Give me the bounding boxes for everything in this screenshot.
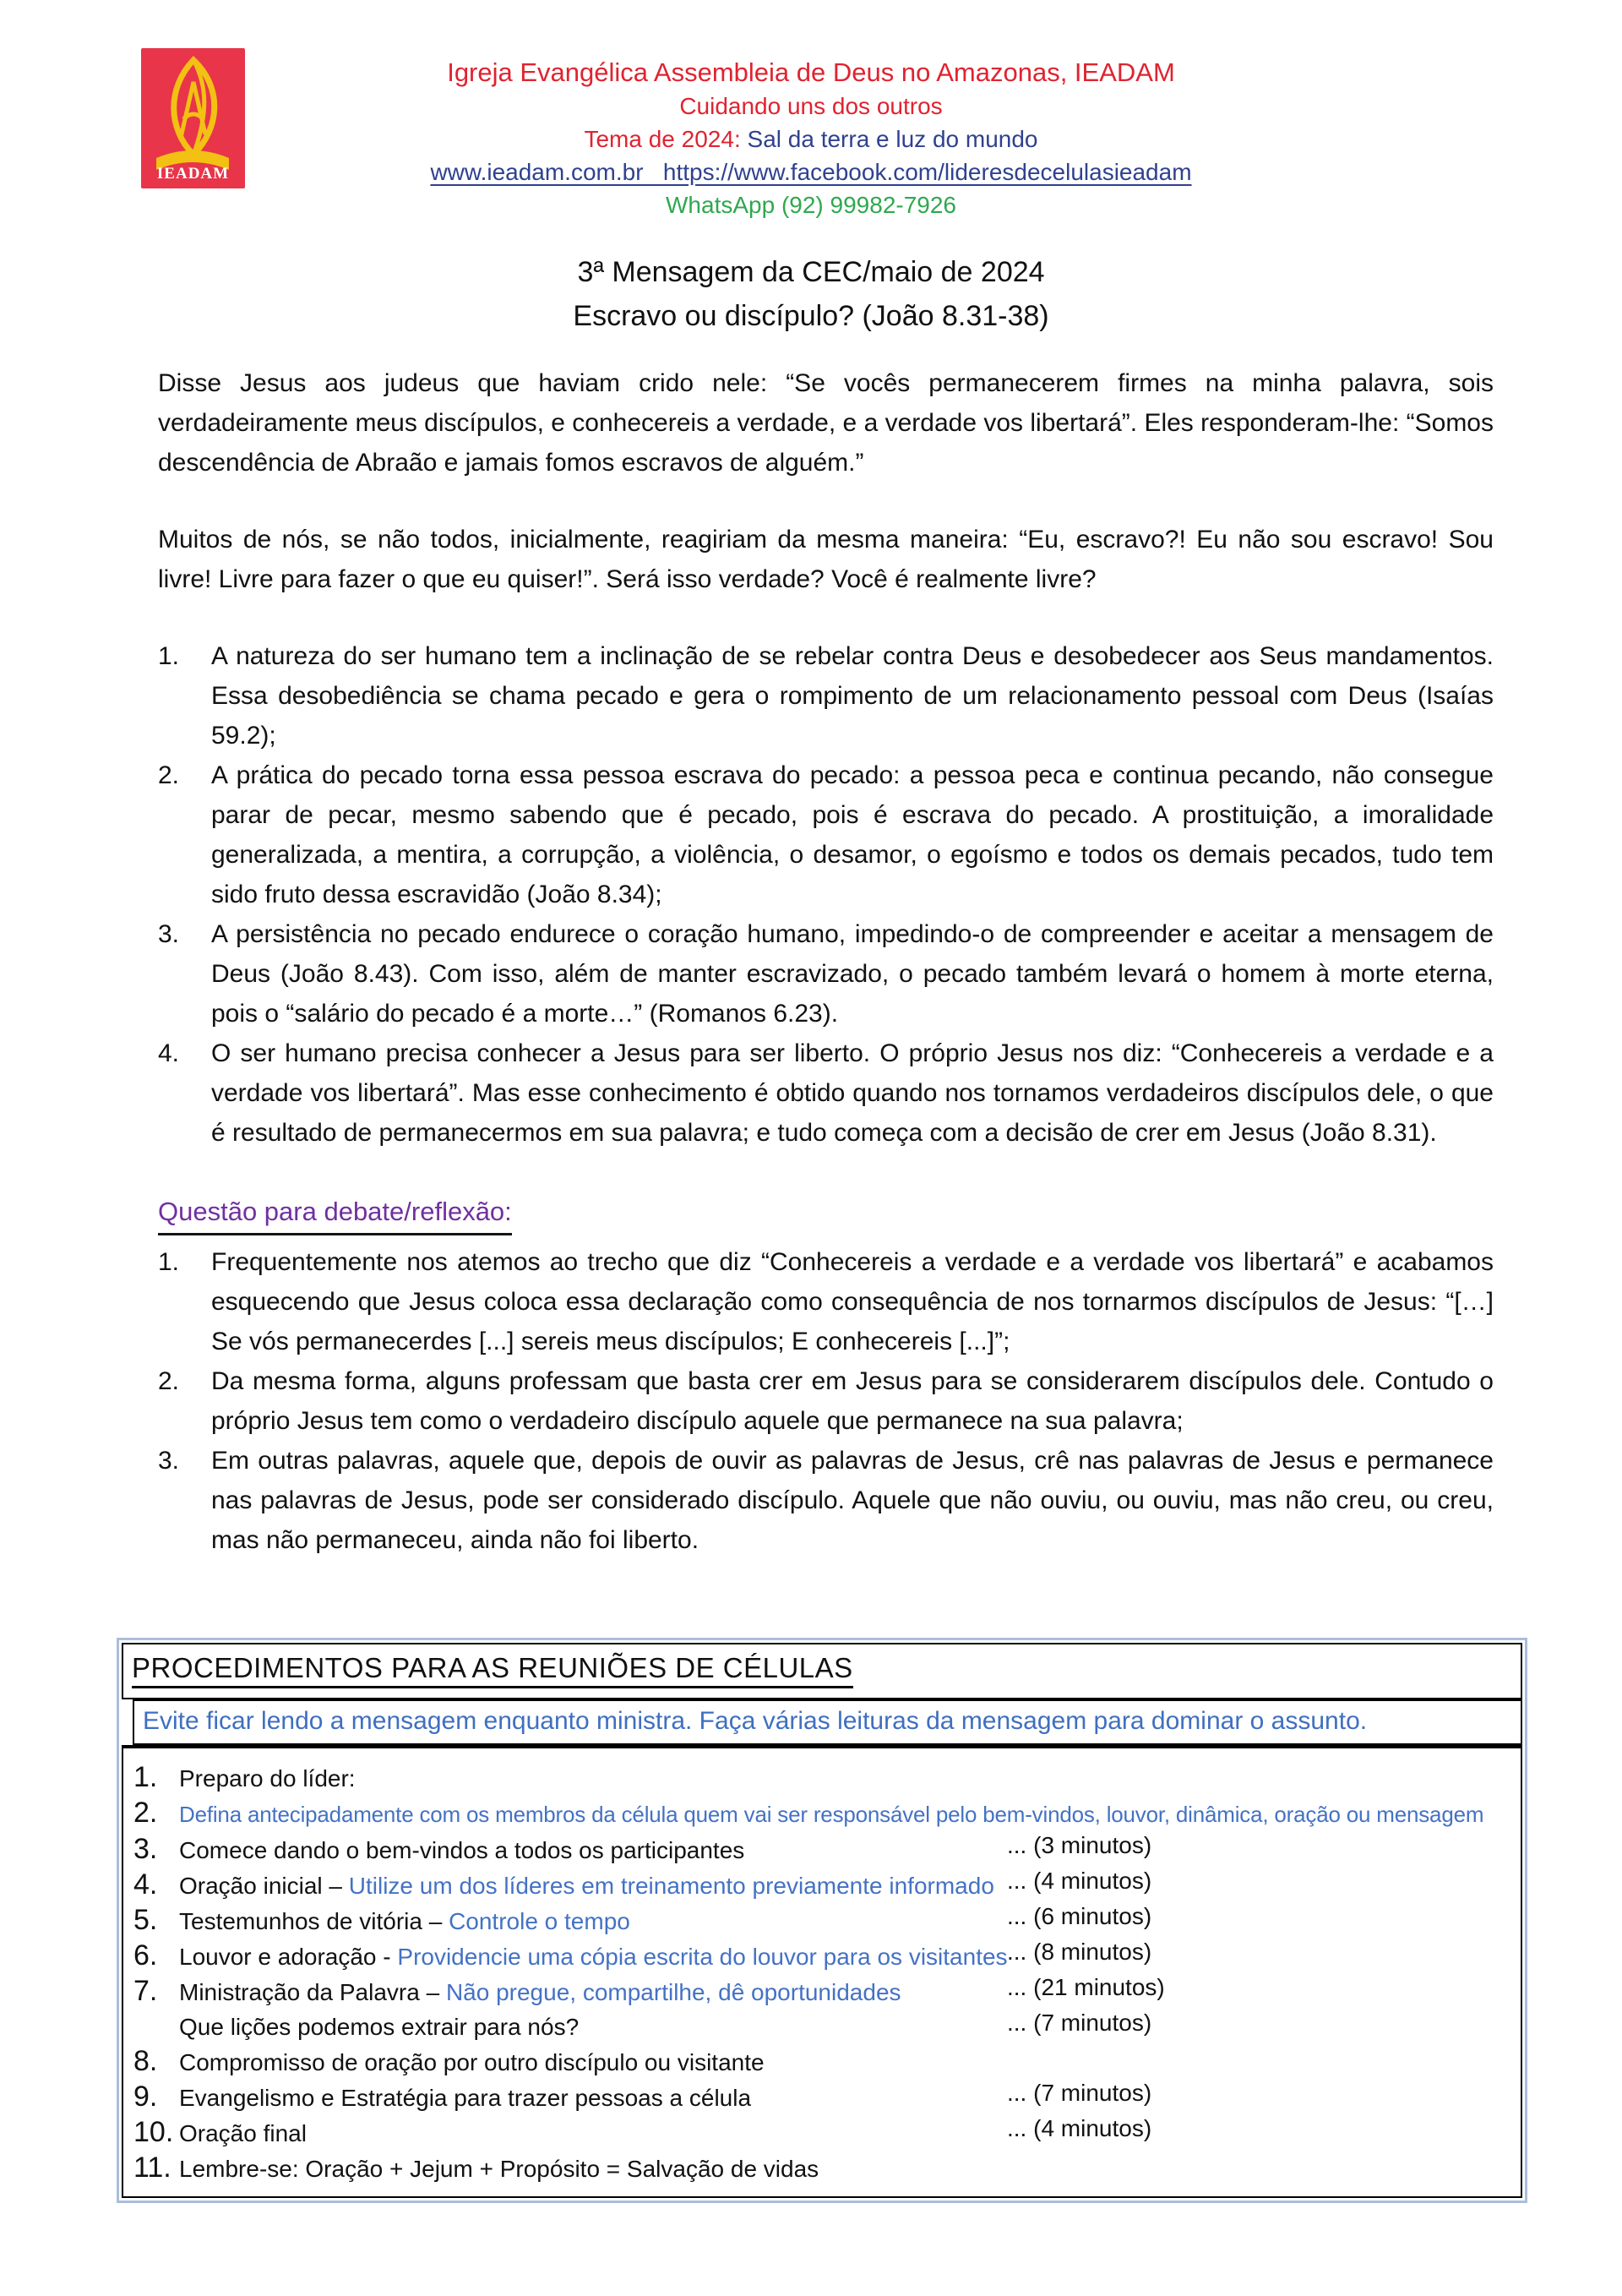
message-title-line2: Escravo ou discípulo? (João 8.31-38) xyxy=(573,300,1049,332)
procedure-number: 2. xyxy=(133,1797,158,1829)
procedure-text: Louvor e adoração - xyxy=(179,1944,398,1970)
procedure-row xyxy=(133,2080,1516,2115)
procedure-number: 5. xyxy=(133,1904,158,1936)
debate-list xyxy=(158,1242,1494,1560)
procedure-tip: Utilize um dos líderes em treinamento previamente informado xyxy=(348,1873,994,1899)
procedure-number: 11. xyxy=(133,2151,171,2184)
procedure-row xyxy=(133,2151,1516,2186)
procedure-number: 6. xyxy=(133,1939,158,1972)
procedures-box xyxy=(117,1638,1527,2203)
procedure-row-continuation xyxy=(133,2010,1516,2044)
list-item xyxy=(158,1361,1494,1441)
list-item xyxy=(158,1242,1494,1361)
procedure-time: ... (7 minutos) xyxy=(1007,2010,1152,2036)
church-motto: Cuidando uns dos outros xyxy=(679,93,943,119)
website-facebook-link[interactable]: www.ieadam.com.br https://www.facebook.com/lideresdecelulasieadam xyxy=(430,159,1192,185)
list-item xyxy=(158,1033,1494,1153)
procedure-text: Evangelismo e Estratégia para trazer pessoas a célula xyxy=(179,2085,752,2111)
list-item xyxy=(158,636,1494,755)
list-item xyxy=(158,755,1494,914)
paragraph-reaction: Muitos de nós, se não todos, inicialmente, reagiriam da mesma maneira: “Eu, escravo?! Eu não sou escravo! Sou livre! Livre para fazer o que eu quiser!”. Será isso verdade? Você é realmente livre? xyxy=(158,526,1494,593)
church-name: Igreja Evangélica Assembleia de Deus no Amazonas, IEADAM xyxy=(447,57,1175,87)
procedure-time: ... (4 minutos) xyxy=(1007,2115,1152,2141)
item-text: A prática do pecado torna essa pessoa escrava do pecado: a pessoa peca e continua pecando, não consegue parar de pecar, mesmo sabendo que é pecado, pois é escrava do pecado. A prostituição, a imoralidade generalizada, a mentira, a corrupção, a violência, o desamor, o egoísmo e todos os demais pecados, tudo tem sido fruto dessa escravidão (João 8.34); xyxy=(211,761,1494,908)
item-text: Da mesma forma, alguns professam que basta crer em Jesus para se considerarem discípulos dele. Contudo o próprio Jesus tem como o verdadeiro discípulo aquele que permanece na sua palavra; xyxy=(211,1367,1494,1435)
procedure-tip: Providencie uma cópia escrita do louvor para os visitantes xyxy=(397,1944,1008,1970)
procedure-text: Oração final xyxy=(179,2120,307,2146)
message-body xyxy=(158,363,1494,1560)
procedure-number: 1. xyxy=(133,1761,158,1793)
procedure-text: Comece dando o bem-vindos a todos os participantes xyxy=(179,1837,745,1863)
item-number: 2. xyxy=(158,1367,180,1395)
website-links xyxy=(0,155,1622,188)
item-text: Frequentemente nos atemos ao trecho que diz “Conhecereis a verdade e a verdade vos libertará” e acabamos esquecendo que Jesus coloca essa declaração como consequência de nos tornarmos discípulos de Jesus: “[…] Se vós permanecerdes [...] sereis meus discípulos; E conhecereis [...]”; xyxy=(211,1248,1494,1355)
procedure-text: Que lições podemos extrair para nós? xyxy=(179,2014,580,2040)
message-title xyxy=(0,250,1622,338)
item-number: 2. xyxy=(158,761,180,789)
procedure-tip: Defina antecipadamente com os membros da célula quem vai ser responsável pelo bem-vindos, louvor, dinâmica, oração ou mensagem xyxy=(179,1802,1484,1827)
item-number: 1. xyxy=(158,642,180,670)
procedure-number: 4. xyxy=(133,1868,158,1901)
procedure-number: 3. xyxy=(133,1833,158,1865)
theme-text: Sal da terra e luz do mundo xyxy=(747,126,1038,152)
procedures-title: PROCEDIMENTOS PARA AS REUNIÕES DE CÉLULAS xyxy=(122,1643,1522,1699)
procedure-row xyxy=(133,2115,1516,2151)
procedure-time: ... (21 minutos) xyxy=(1007,1974,1165,2000)
procedure-tip: Não pregue, compartilhe, dê oportunidades xyxy=(445,1979,901,2005)
list-item xyxy=(158,1441,1494,1560)
procedure-number: 10. xyxy=(133,2116,174,2148)
item-text: A persistência no pecado endurece o coração humano, impedindo-o de compreender e aceitar a mensagem de Deus (João 8.43). Com isso, além de manter escravizado, o pecado também levará o homem à morte eterna, pois o “salário do pecado é a morte…” (Romanos 6.23). xyxy=(211,920,1494,1028)
procedure-text: Ministração da Palavra – xyxy=(179,1979,446,2005)
year-theme xyxy=(0,123,1622,155)
procedure-tip: Controle o tempo xyxy=(449,1908,630,1934)
procedure-time: ... (3 minutos) xyxy=(1007,1832,1152,1858)
procedure-time: ... (7 minutos) xyxy=(1007,2080,1152,2106)
logo-wordmark: IEADAM xyxy=(156,165,230,183)
item-text: A natureza do ser humano tem a inclinação de se rebelar contra Deus e desobedecer aos Seus mandamentos. Essa desobediência se chama pecado e gera o rompimento de um relacionamento pessoal com Deus (Isaías 59.2); xyxy=(211,642,1494,750)
procedures-note: Evite ficar lendo a mensagem enquanto ministra. Faça várias leituras da mensagem para dominar o assunto. xyxy=(133,1699,1522,1745)
procedure-row xyxy=(133,1939,1516,1974)
list-item xyxy=(158,914,1494,1033)
item-number: 1. xyxy=(158,1248,180,1276)
procedure-text: Lembre-se: Oração + Jejum + Propósito = Salvação de vidas xyxy=(179,2156,819,2182)
procedure-text: Preparo do líder: xyxy=(179,1765,356,1792)
procedure-row xyxy=(133,1760,1516,1796)
theme-prefix: Tema de 2024: xyxy=(584,126,741,152)
message-title-line1: 3ª Mensagem da CEC/maio de 2024 xyxy=(577,256,1045,288)
item-number: 4. xyxy=(158,1039,180,1067)
procedure-number: 7. xyxy=(133,1975,158,2007)
whatsapp-number: WhatsApp (92) 99982-7926 xyxy=(666,192,956,218)
procedure-time: ... (8 minutos) xyxy=(1007,1939,1152,1965)
procedure-number: 9. xyxy=(133,2081,158,2113)
main-points-list xyxy=(158,636,1494,1153)
item-text: Em outras palavras, aquele que, depois de ouvir as palavras de Jesus, crê nas palavras de Jesus e permanece nas palavras de Jesus, pode ser considerado discípulo. Aquele que não ouviu, ou ouviu, mas não creu, ou creu, mas não permaneceu, ainda não foi liberto. xyxy=(211,1447,1494,1554)
procedure-row xyxy=(133,1832,1516,1868)
procedure-time: ... (4 minutos) xyxy=(1007,1868,1152,1894)
procedure-text: Oração inicial – xyxy=(179,1873,349,1899)
letterhead xyxy=(0,56,1622,221)
procedure-time: ... (6 minutos) xyxy=(1007,1903,1152,1929)
item-number: 3. xyxy=(158,1447,180,1475)
item-number: 3. xyxy=(158,920,180,948)
procedure-text: Compromisso de oração por outro discípulo ou visitante xyxy=(179,2049,765,2075)
procedure-row xyxy=(133,1974,1516,2010)
procedure-row xyxy=(133,1868,1516,1903)
procedure-row xyxy=(133,1796,1516,1832)
item-text: O ser humano precisa conhecer a Jesus para ser liberto. O próprio Jesus nos diz: “Conhecereis a verdade e a verdade vos libertará”. Mas esse conhecimento é obtido quando nos tornamos verdadeiros discípulos dele, o que é resultado de permanecermos em sua palavra; e tudo começa com a decisão de crer em Jesus (João 8.31). xyxy=(211,1039,1494,1147)
procedure-text: Testemunhos de vitória – xyxy=(179,1908,449,1934)
debate-heading: Questão para debate/reflexão: xyxy=(158,1192,1494,1235)
procedure-number: 8. xyxy=(133,2045,158,2077)
procedure-row xyxy=(133,1903,1516,1939)
paragraph-intro: Disse Jesus aos judeus que haviam crido nele: “Se vocês permanecerem firmes na minha palavra, sois verdadeiramente meus discípulos, e conhecereis a verdade, e a verdade vos libertará”. Eles responderam-lhe: “Somos descendência de Abraão e jamais fomos escravos de alguém.” xyxy=(158,369,1494,477)
procedure-row xyxy=(133,2044,1516,2080)
procedures-list xyxy=(122,1745,1522,2198)
